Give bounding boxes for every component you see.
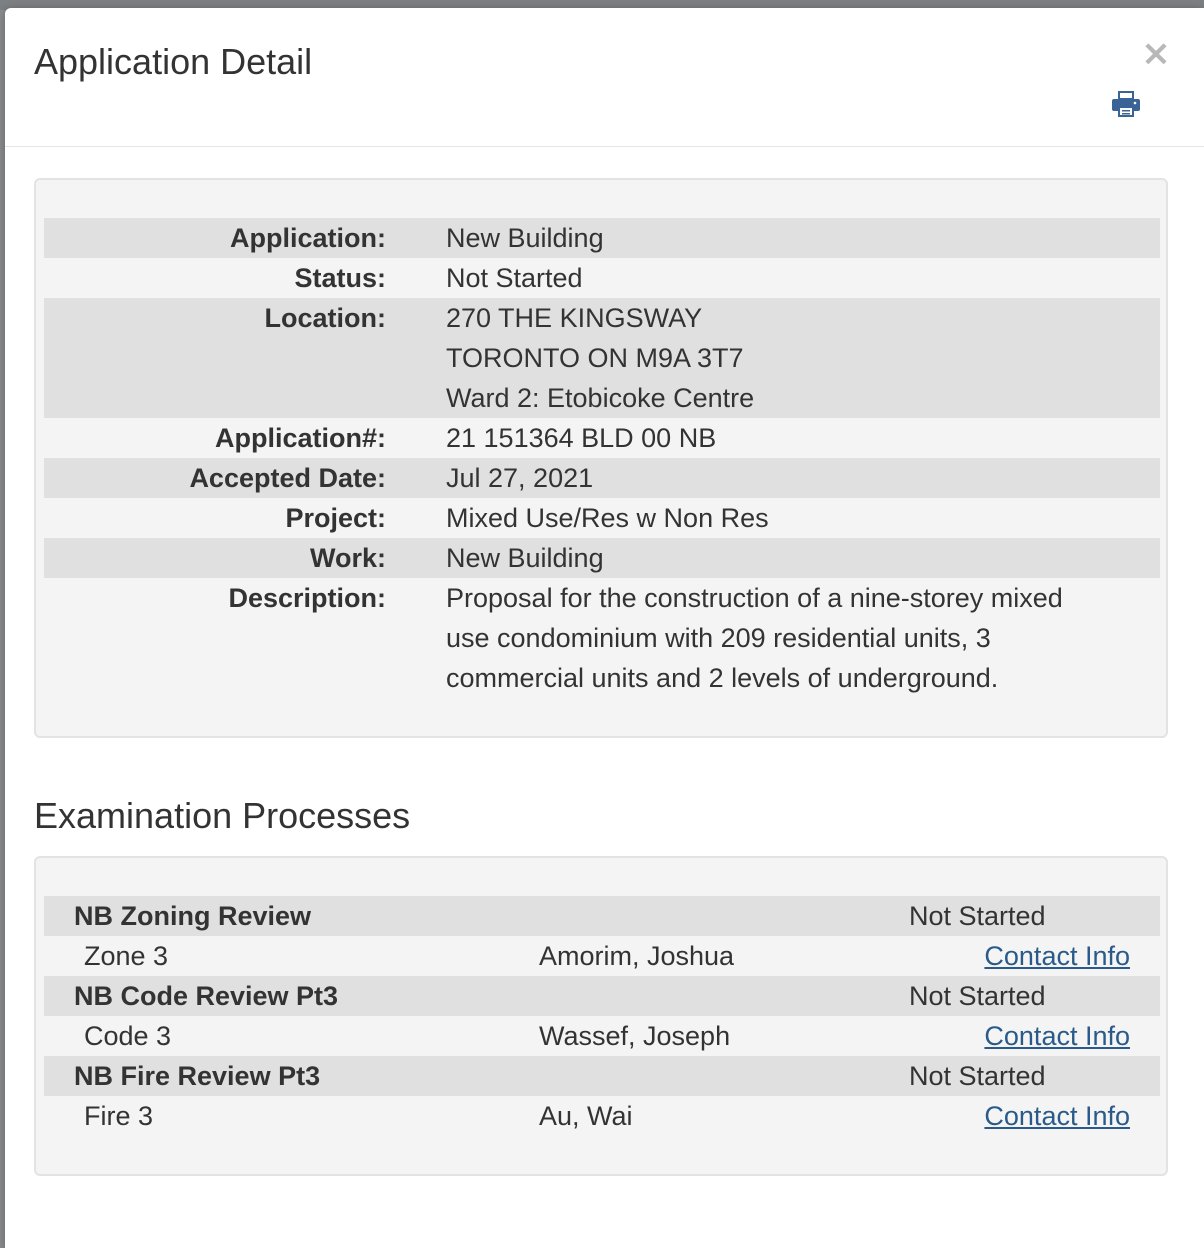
process-row (44, 976, 1160, 1016)
application-detail-modal (5, 8, 1204, 1248)
description-value: Proposal for the construction of a nine-storey mixed use condominium with 209 residential units, 3 commercial units and 2 levels of underground. (446, 583, 1063, 693)
detail-row-status (44, 258, 1160, 298)
accepted-date-label: Accepted Date: (189, 463, 386, 493)
close-button[interactable]: × (1140, 33, 1171, 74)
print-button[interactable] (1110, 88, 1142, 120)
printer-icon (1110, 88, 1142, 120)
examination-processes-table (44, 896, 1160, 1136)
examiner-row (44, 1016, 1160, 1056)
detail-row-description (44, 578, 1160, 698)
location-street: 270 THE KINGSWAY (446, 303, 703, 333)
application-detail-panel (34, 178, 1168, 738)
application-number-label: Application#: (214, 423, 386, 453)
process-spacer (539, 896, 909, 936)
detail-row-work (44, 538, 1160, 578)
process-spacer (539, 976, 909, 1016)
work-value: New Building (446, 543, 604, 573)
process-name: NB Code Review Pt3 (74, 981, 339, 1011)
project-value: Mixed Use/Res w Non Res (446, 503, 769, 533)
contact-cell (909, 936, 1160, 976)
modal-header (5, 8, 1204, 147)
project-label: Project: (285, 503, 386, 533)
process-name: NB Zoning Review (74, 901, 312, 931)
detail-row-project (44, 498, 1160, 538)
work-label: Work: (309, 543, 386, 573)
process-status: Not Started (909, 1061, 1046, 1091)
examination-processes-panel (34, 856, 1168, 1176)
process-type: Code 3 (84, 1021, 172, 1051)
process-row (44, 1056, 1160, 1096)
examiner-name: Amorim, Joshua (539, 941, 735, 971)
application-detail-table (44, 218, 1160, 698)
examiner-row (44, 936, 1160, 976)
location-value (446, 298, 1160, 418)
contact-cell (909, 1096, 1160, 1136)
status-label: Status: (294, 263, 386, 293)
application-label: Application: (230, 223, 386, 253)
detail-row-application-number (44, 418, 1160, 458)
examiner-name: Au, Wai (539, 1101, 633, 1131)
examiner-name: Wassef, Joseph (539, 1021, 731, 1051)
process-name: NB Fire Review Pt3 (74, 1061, 321, 1091)
contact-info-link[interactable]: Contact Info (984, 941, 1130, 971)
description-label: Description: (228, 583, 386, 613)
location-label: Location: (264, 303, 386, 333)
process-status: Not Started (909, 901, 1046, 931)
application-value: New Building (446, 223, 604, 253)
detail-row-application (44, 218, 1160, 258)
process-spacer (539, 1056, 909, 1096)
location-city: TORONTO ON M9A 3T7 (446, 343, 744, 373)
status-value: Not Started (446, 263, 583, 293)
detail-row-location (44, 298, 1160, 418)
detail-row-accepted-date (44, 458, 1160, 498)
process-type: Zone 3 (84, 941, 169, 971)
process-status: Not Started (909, 981, 1046, 1011)
examiner-row (44, 1096, 1160, 1136)
contact-cell (909, 1016, 1160, 1056)
modal-title: Application Detail (34, 41, 313, 82)
accepted-date-value: Jul 27, 2021 (446, 463, 594, 493)
process-type: Fire 3 (84, 1101, 154, 1131)
examination-processes-title: Examination Processes (34, 795, 411, 836)
contact-info-link[interactable]: Contact Info (984, 1021, 1130, 1051)
location-ward: Ward 2: Etobicoke Centre (446, 383, 755, 413)
contact-info-link[interactable]: Contact Info (984, 1101, 1130, 1131)
process-row (44, 896, 1160, 936)
application-number-value: 21 151364 BLD 00 NB (446, 423, 717, 453)
